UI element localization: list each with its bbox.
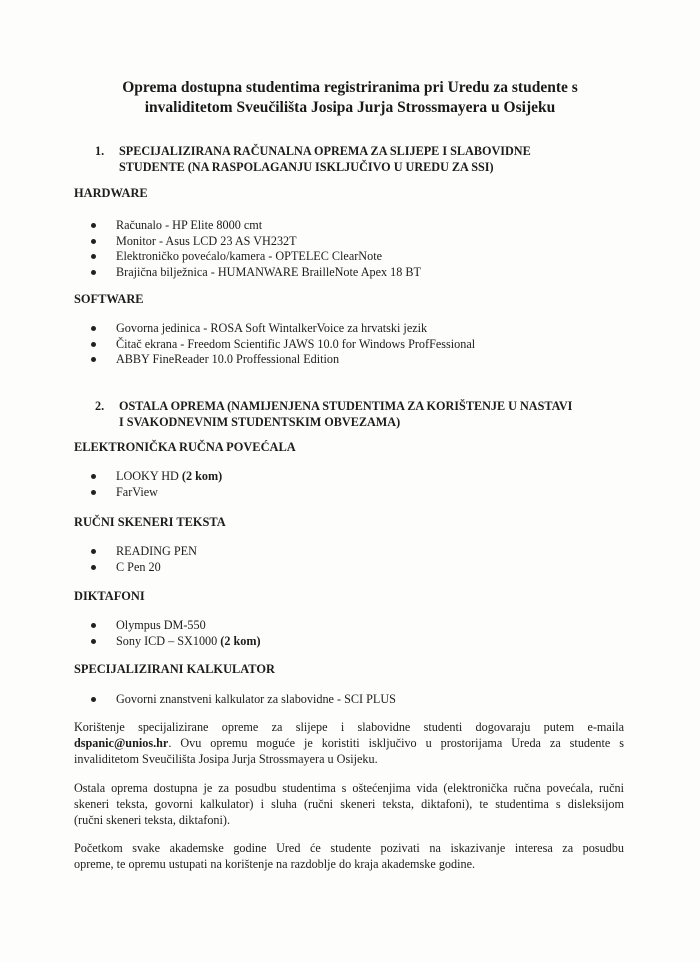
section-2-number: 2. [95, 399, 105, 413]
list-item: Govorna jedinica - ROSA Soft WintalkerVoice za hrvatski jezik [91, 321, 475, 337]
section-2-heading-line-1: OSTALA OPREMA (NAMIJENJENA STUDENTIMA ZA KORIŠTENJE U NASTAVI [119, 399, 573, 413]
section-1-number: 1. [95, 144, 105, 158]
title-line-2: invaliditetom Sveučilišta Josipa Jurja Strossmayera u Osijeku [144, 99, 556, 116]
hardware-list [91, 218, 421, 280]
list-item: Čitač ekrana - Freedom Scientific JAWS 10.0 for Windows ProfFessional [91, 337, 475, 353]
paragraph-usage [74, 719, 624, 767]
document-title [70, 78, 630, 118]
paragraph-interest-line-1: Početkom svake akademske godine Ured će studente pozivati na iskazivanje interesa za posudbu [74, 841, 624, 855]
list-item: Monitor - Asus LCD 23 AS VH232T [91, 234, 421, 250]
magnifiers-list [91, 469, 222, 500]
paragraph-loan [74, 780, 624, 828]
bullet-icon [91, 549, 96, 554]
list-item: FarView [91, 485, 222, 501]
bullet-icon [91, 270, 96, 275]
list-item: Govorni znanstveni kalkulator za slabovidne - SCI PLUS [91, 692, 396, 708]
bullet-icon [91, 326, 96, 331]
list-item: ABBY FineReader 10.0 Proffessional Edition [91, 352, 475, 368]
bullet-icon [91, 565, 96, 570]
bullet-icon [91, 490, 96, 495]
bullet-icon [91, 697, 96, 702]
list-item: Elektroničko povećalo/kamera - OPTELEC ClearNote [91, 249, 421, 265]
quantity-label: (2 kom) [181, 469, 223, 483]
list-item: Računalo - HP Elite 8000 cmt [91, 218, 421, 234]
list-item: Sony ICD – SX1000 (2 kom) [91, 634, 261, 650]
bullet-icon [91, 223, 96, 228]
bullet-icon [91, 357, 96, 362]
list-item: Olympus DM-550 [91, 618, 261, 634]
recorders-list [91, 618, 261, 649]
scanners-heading: RUČNI SKENERI TEKSTA [74, 515, 226, 529]
paragraph-interest-line-2: opreme, te opremu ustupati na korištenje na razdoblje do kraja akademske godine. [74, 857, 476, 871]
paragraph-loan-line-3: (ručni skeneri teksta, diktafoni). [74, 813, 231, 827]
bullet-icon [91, 639, 96, 644]
paragraph-usage-line-3: invaliditetom Sveučilišta Josipa Jurja Strossmayera u Osijeku. [74, 752, 378, 766]
section-1-heading-line-2: STUDENTE (NA RASPOLAGANJU ISKLJUČIVO U UREDU ZA SSI) [119, 160, 494, 174]
scanners-list [91, 544, 197, 575]
bullet-icon [91, 254, 96, 259]
contact-email[interactable]: dspanic@unios.hr [74, 736, 169, 750]
paragraph-interest [74, 840, 624, 872]
list-item: READING PEN [91, 544, 197, 560]
section-1-heading [95, 143, 615, 175]
recorders-heading: DIKTAFONI [74, 589, 145, 603]
bullet-icon [91, 623, 96, 628]
paragraph-usage-line-1: Korištenje specijalizirane opreme za slijepe i slabovidne studenti dogovaraju putem e-maila [74, 720, 624, 734]
software-list [91, 321, 475, 368]
section-1-heading-line-1: SPECIJALIZIRANA RAČUNALNA OPREMA ZA SLIJEPE I SLABOVIDNE [119, 144, 531, 158]
list-item: LOOKY HD (2 kom) [91, 469, 222, 485]
software-heading: SOFTWARE [74, 292, 144, 306]
paragraph-usage-line-2: dspanic@unios.hr. Ovu opremu moguće je koristiti isključivo u prostorijama Ureda za studente s [74, 736, 624, 750]
list-item: Brajična bilježnica - HUMANWARE BrailleNote Apex 18 BT [91, 265, 421, 281]
title-line-1: Oprema dostupna studentima registriranima pri Uredu za studente s [122, 79, 578, 96]
magnifiers-heading: ELEKTRONIČKA RUČNA POVEĆALA [74, 440, 296, 454]
paragraph-loan-line-2: skeneri teksta, govorni kalkulator) i sluha (ručni skeneri teksta, diktafoni), te studentima s disleksijom [74, 797, 624, 811]
list-item: C Pen 20 [91, 560, 197, 576]
bullet-icon [91, 239, 96, 244]
quantity-label: (2 kom) [220, 633, 261, 648]
bullet-icon [91, 474, 96, 479]
paragraph-loan-line-1: Ostala oprema dostupna je za posudbu studentima s oštećenjima vida (elektronička ručna povećala, ručni [74, 781, 624, 795]
calculator-heading: SPECIJALIZIRANI KALKULATOR [74, 662, 275, 676]
calculator-list [91, 692, 396, 708]
hardware-heading: HARDWARE [74, 186, 148, 200]
bullet-icon [91, 342, 96, 347]
section-2-heading-line-2: I SVAKODNEVNIM STUDENTSKIM OBVEZAMA) [119, 415, 401, 429]
section-2-heading [95, 398, 615, 430]
